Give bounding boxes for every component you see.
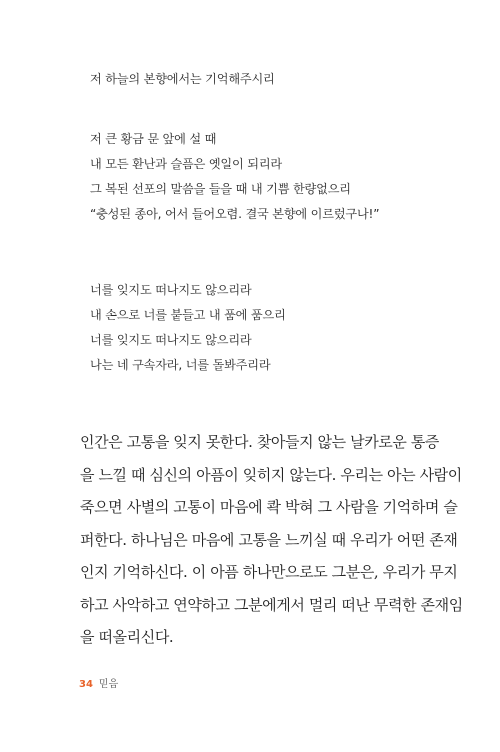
paragraph-line: 을 느낄 때 심신의 아픔이 잊히지 않는다. 우리는 아는 사람이 [80, 465, 462, 484]
poem-line: 너를 잊지도 떠나지도 않으리라 [90, 283, 252, 297]
body-paragraph [80, 426, 463, 654]
poem-line: 내 모든 환난과 슬픔은 옛일이 되리라 [90, 157, 282, 171]
poem-line: 내 손으로 너를 붙들고 내 품에 품으리 [90, 308, 286, 322]
paragraph-line: 인간은 고통을 잊지 못한다. 찾아들지 않는 날카로운 통증 [80, 433, 440, 451]
poem-stanza-2 [90, 127, 379, 227]
paragraph-line: 하고 사악하고 연약하고 그분에게서 멀리 떠난 무력한 존재임 [80, 595, 463, 614]
paragraph-line: 죽으면 사별의 고통이 마음에 콱 박혀 그 사람을 기억하며 슬 [80, 498, 458, 516]
poem-line: 저 큰 황금 문 앞에 설 때 [90, 132, 217, 146]
running-title: 믿음 [98, 679, 119, 690]
paragraph-line: 퍼한다. 하나님은 마음에 고통을 느끼실 때 우리가 어떤 존재 [80, 530, 458, 549]
paragraph-line: 을 떠올리신다. [80, 628, 174, 646]
page-footer [79, 678, 118, 692]
poem-stanza-1 [90, 67, 275, 92]
poem-line: 나는 네 구속자라, 너를 돌봐주리라 [90, 358, 271, 372]
poem-line: “충성된 종아, 어서 들어오렴. 결국 본향에 이르렀구나!” [90, 207, 380, 221]
poem-line: 그 복된 선포의 말씀을 들을 때 내 기쁨 한량없으리 [90, 182, 351, 196]
poem-line: 너를 잊지도 떠나지도 않으리라 [90, 333, 252, 347]
poem-stanza-3 [90, 278, 286, 378]
page-number: 34 [79, 679, 93, 690]
poem-line: 저 하늘의 본향에서는 기억해주시리 [90, 72, 275, 86]
paragraph-line: 인지 기억하신다. 이 아픔 하나만으로도 그분은, 우리가 무지 [80, 563, 458, 581]
